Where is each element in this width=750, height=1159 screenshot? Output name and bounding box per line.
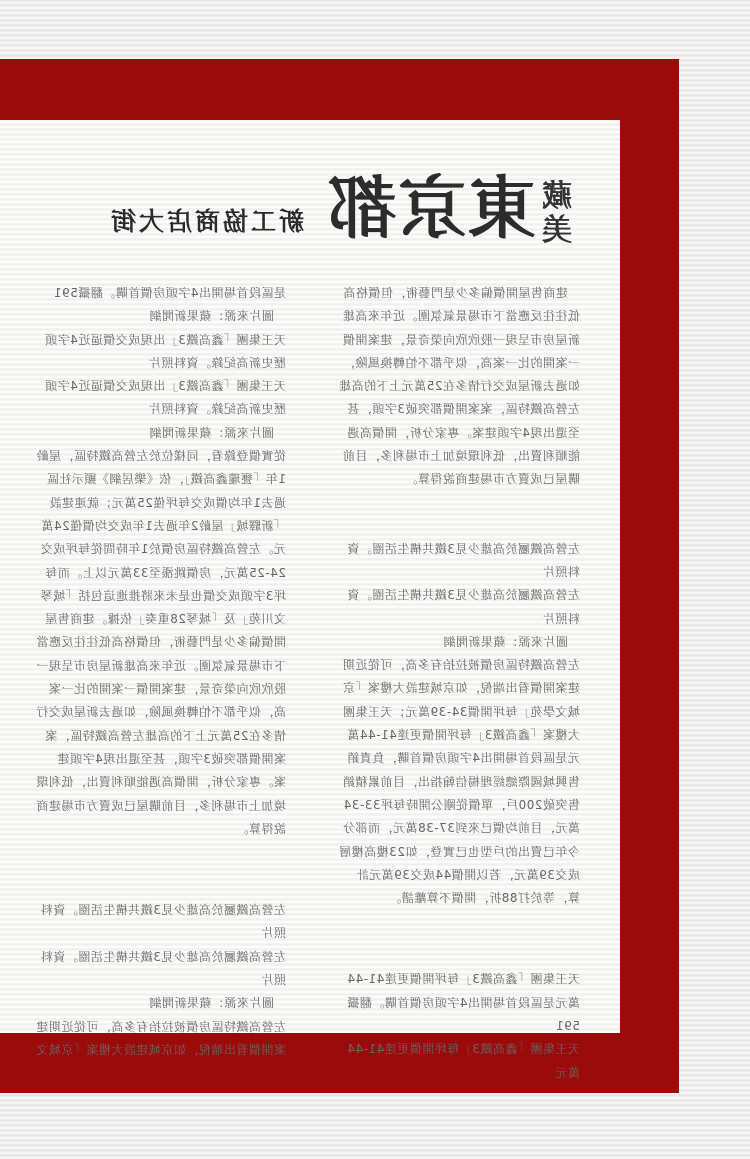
masthead: [52, 170, 572, 256]
caption: 是區段首場開出4字頭房價首購。翻攝591: [53, 286, 286, 300]
caption: 左營高鐵屬於高雄少見3鐵共構生活圈。資料照片: [40, 903, 286, 941]
paragraph-gap: [36, 841, 286, 899]
paragraph: 從實價登錄看，同樣位於左營高鐵特區，屋齡1年「甕瓏鑫高鐵」，依《樂居網》顯示社區過去1年均價成交每坪僅25萬元；就連建設「新驛城」屋齡2年過去1年成交均價僅24萬元。左營高鐵特區房價於1年時間從每坪成交24-25萬元，房價跳漲至33萬元以上。而每坪3字頭成交價也是未來將推進這包括「城琴文川苑」及「城琴28重奏」依據。建商售屋開價偏多少是門藝術，但價格高低往往反應當下市場景氣氛圍。近年來高雄新屋房市呈現一股欣欣向榮奇景，建案開價一案開的比一案高，似乎都不怕轉換風險，如過去新屋成交行情多在25萬元上下的高雄左營高鐵特區，案案開價都突破3字頭，甚至還出現4字頭建案。專家分析，開價高遇能順利賣出，低利環境加上市場利多，目前購屋已成賣方市場建商說得算。: [35, 449, 286, 836]
caption: 左營高鐵屬於高雄少見3鐵共構生活圈。資料照片: [346, 541, 580, 579]
caption: 天王集團「鑫高鐵3」每坪開價更達41-44萬元: [346, 1042, 580, 1080]
brand-main-title: 東京都: [325, 170, 536, 249]
caption: 左營高鐵屬於高雄少見3鐵共構生活圈。資料照片: [346, 588, 580, 626]
caption: 天王集團「鑫高鐵3」出現成交價逼近4字頭歷史新高紀錄。資料照片: [44, 379, 286, 417]
brand-small-char: 藏: [542, 179, 572, 214]
printed-page: [0, 120, 620, 1080]
paragraph: 建商售屋開價偏多少是門藝術，但價格高低往往反應當下市場景氣氛圍。近年來高雄新屋房市呈現一股欣欣向榮奇景，建案開價一案開的比一案高，似乎都不怕轉換風險，如過去新屋成交行情多在25萬元上下的高雄左營高鐵特區，案案開價都突破3字頭，甚至還出現4字頭建案。專家分析，開價高遇能順利賣出，低利環境加上市場利多，目前購屋已成賣方市場建商說得算。: [338, 286, 580, 487]
paragraph-gap: [336, 910, 580, 968]
caption: 左營高鐵屬於高雄少見3鐵共構生活圈。資料照片: [40, 949, 286, 988]
image-source: 圖片來源：蘋果新聞網: [148, 996, 274, 1011]
brand-small-vertical: [538, 180, 572, 248]
paragraph-gap: [336, 492, 580, 538]
image-source: 圖片來源：蘋果新聞網: [148, 309, 274, 324]
mirrored-layout: [0, 120, 620, 1080]
image-source: 圖片來源：蘋果新聞網: [148, 425, 274, 440]
article-column-right: [36, 282, 286, 1062]
brand-small-char: 美: [542, 213, 572, 248]
article-column-left: [336, 282, 580, 1085]
brand-subtitle: 新工協商店大街: [107, 207, 304, 236]
caption: 天王集團「鑫高鐵3」出現成交價逼近4字頭歷史新高紀錄。資料照片: [44, 332, 286, 370]
paragraph: 左營高鐵特區房價被拉抬有多高，可從近期建案開價看出端倪，如京城建設大樓案「京城文學苑」每坪開價34-39萬元；天王集團大樓案「鑫高鐵3」每坪開價更達41-44萬元是區段首場開出4字頭房價首購，負責銷售興城國際總經理楊信翰指出，目前累積銷售突破200戶，單價從剛公開時每坪33-34萬元，目前均價已來到37-38萬元，而部分今年已賣出的戶型也已實登，如23樓高樓層成交39萬元，若以開價44成交39萬元計算，等於打88折，開價不算離譜。: [338, 658, 580, 906]
image-source: 圖片來源：蘋果新聞網: [442, 634, 568, 649]
paragraph: 左營高鐵特區房價被拉抬有多高，可從近期建案開價看出端倪，如京城建設大樓案「京城文: [35, 1019, 286, 1057]
caption: 天王集團「鑫高鐵3」每坪開價更達41-44萬元是區段首場開出4字頭房價首購。翻攝591: [346, 972, 580, 1034]
